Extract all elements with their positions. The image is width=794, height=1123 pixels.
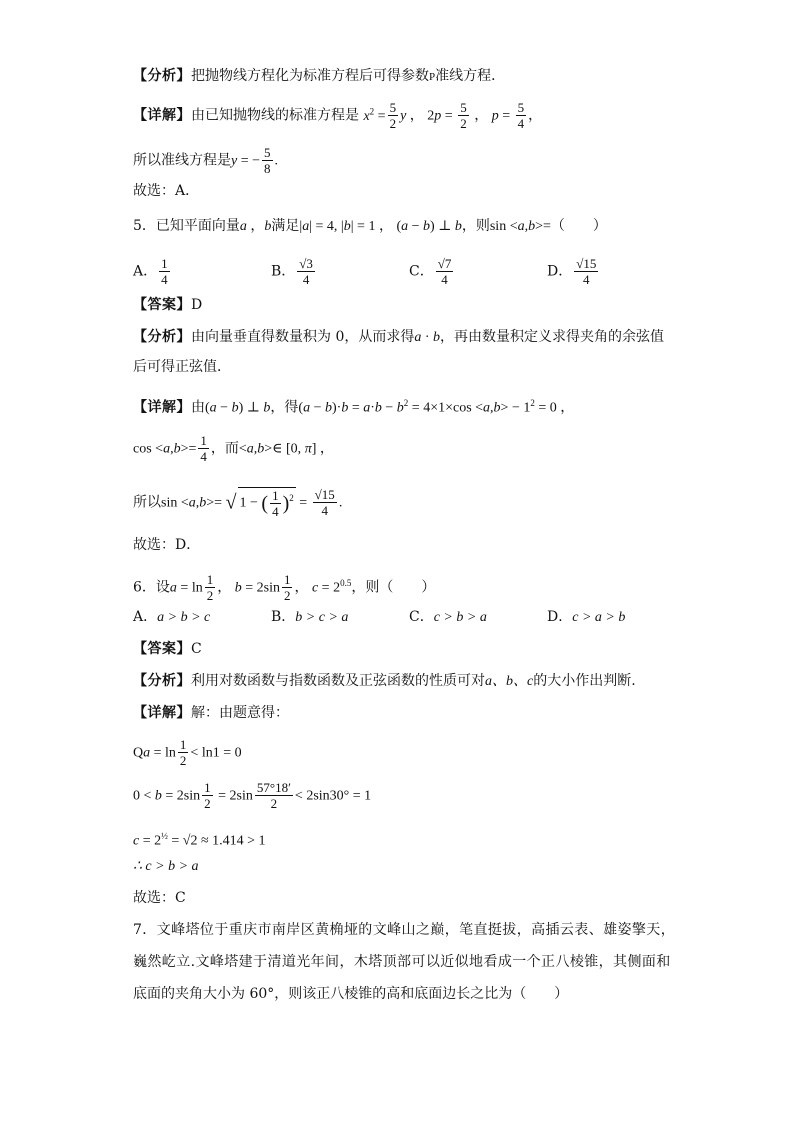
fraction: $\frac{1}{2}$: [204, 780, 211, 811]
fraction: $\frac{5}{2}$: [460, 100, 467, 131]
q7-line-1: 7．文峰塔位于重庆市南岸区黄桷垭的文峰山之巅，笔直挺拔，高插云表、雄姿擎天，: [133, 922, 676, 938]
option-fraction: $\frac{√3}{4}$: [299, 256, 313, 287]
q6-stem-then: ，则（ ）: [351, 579, 436, 596]
q5-sin-line: 所以sin <a,b>= √ 1 − ( $\frac{1}{4}$ )$^2$ = $\frac{√15}{4}$ .: [133, 487, 343, 519]
detail-get: ，得: [270, 399, 299, 416]
fraction: $\frac{1}{2}$: [283, 572, 291, 603]
analysis-text: 由向量垂直得数量积为 0，从而求得: [191, 329, 415, 345]
fraction: $\frac{5}{8}$: [264, 145, 271, 176]
analysis-tag: 【分析】: [133, 329, 191, 345]
q6-detail-line: [133, 703, 289, 723]
q6-stem: 6．设a = ln $\frac{1}{2}$ ， b = 2sin $\frac{1}{2}$ ， $c = 2^{0.5}$，则（ ）: [133, 572, 436, 603]
detail-text: 解：由题意得：: [191, 705, 289, 721]
q6-step-c: $c = 2^{\frac{1}{2}} = √2 \approx 1.414 > 1$: [133, 831, 266, 849]
detail-text: 由已知抛物线的标准方程是: [191, 107, 359, 124]
option-label: B．: [271, 609, 296, 625]
fraction: $\frac{1}{2}$: [179, 737, 187, 768]
q7-line-2: 巍然屹立.文峰塔建于清道光年间，木塔顶部可以近似地看成一个正八棱锥，其侧面和: [133, 954, 671, 970]
option-fraction: $\frac{√7}{4}$: [437, 256, 452, 287]
q7-line-3: 底面的夹角大小为 60°，则该正八棱锥的高和底面边长之比为（ ）: [133, 986, 569, 1002]
option-label: A．: [133, 609, 158, 625]
q4-choice: 故选：A．: [133, 183, 200, 199]
analysis-var: P: [429, 71, 436, 83]
analysis-text: 利用对数函数与指数函数及正弦函数的性质可对: [191, 673, 485, 689]
q5-option-c: [409, 256, 455, 287]
answer-value: D: [191, 297, 203, 313]
fraction: $\frac{5}{4}$: [517, 100, 525, 131]
detail-tag: 【详解】: [133, 399, 191, 416]
q5-choice: 故选：D．: [133, 537, 201, 553]
detail-by: 由: [191, 399, 205, 416]
option-label: D．: [547, 609, 573, 625]
q5-stem-text: 5．已知平面向量: [133, 218, 240, 234]
answer-tag: 【答案】: [133, 641, 191, 657]
fraction: $\frac{1}{2}$: [206, 572, 214, 603]
analysis-text-2: 准线方程．: [435, 68, 506, 84]
analysis-text-2: 的大小作出判断.: [533, 673, 636, 689]
option-label: C．: [409, 263, 434, 280]
detail-while: ，而: [210, 440, 239, 457]
analysis-tag: 【分析】: [133, 68, 191, 84]
option-text: b > c > a: [295, 610, 349, 625]
option-fraction: $\frac{√15}{4}$: [576, 256, 597, 287]
q6-analysis-line: [133, 671, 636, 692]
formula-standard-eq: $x^2$ =: [363, 105, 386, 124]
q6-option-b: [271, 607, 348, 628]
q5-stem-paren: （ ）: [550, 218, 607, 234]
analysis-vars: a、b、c: [485, 674, 534, 689]
q6-option-d: [547, 607, 625, 628]
q6-answer-line: [133, 639, 202, 659]
option-label: C．: [409, 609, 434, 625]
q6-option-a: [133, 607, 210, 628]
q4-detail-line: 【详解】由已知抛物线的标准方程是 $x^2$ = $\frac{5}{2}$ y ， 2p = $\frac{5}{2}$ ， p = $\frac{5}{4}$ ，: [133, 100, 543, 131]
detail-tag: 【详解】: [133, 705, 191, 721]
q6-step-b: 0 < b = 2sin $\frac{1}{2}$ = 2sin $\frac{57^\circ 18'}{2}$ < 2sin30° = 1: [133, 780, 372, 811]
q5-analysis-line-2: 后可得正弦值．: [133, 359, 231, 375]
q5-option-b: [271, 256, 317, 287]
directrix-text: 所以准线方程是: [133, 152, 231, 169]
q5-option-d: [547, 256, 600, 287]
option-label: A．: [133, 263, 158, 280]
analysis-text: 把抛物线方程化为标准方程后可得参数: [191, 68, 429, 84]
fraction: $\frac{1}{4}$: [200, 433, 207, 464]
q5-option-a: [133, 256, 172, 287]
q4-directrix-line: 所以准线方程是y = − $\frac{5}{8}$ .: [133, 145, 279, 176]
option-text: c > b > a: [433, 610, 487, 625]
fraction: $\frac{5}{2}$: [389, 100, 397, 131]
q5-analysis-line: 【分析】由向量垂直得数量积为 0，从而求得a · b，再由数量积定义求得夹角的余弦值: [133, 329, 665, 345]
option-label: D．: [547, 263, 573, 280]
fraction: $\frac{57^\circ 18'}{2}$: [256, 780, 291, 811]
q6-conclusion: ∴ c > b > a: [133, 859, 199, 874]
detail-tag: 【详解】: [133, 107, 191, 124]
q5-cos-line: cos <a,b>= $\frac{1}{4}$ ，而<a,b>∈ [0, π] ，: [133, 433, 334, 464]
q6-stem-text: 6．设: [133, 579, 170, 596]
q5-answer-line: [133, 295, 202, 315]
q6-step-a: Qa = ln $\frac{1}{2}$ < ln1 = 0: [133, 737, 242, 768]
q6-option-c: [409, 607, 487, 628]
option-label: B．: [271, 263, 296, 280]
radical: 1 − ( $\frac{1}{4}$ )$^2$: [239, 488, 294, 519]
q4-analysis-line: [133, 66, 505, 87]
q5-detail-line: 【详解】由(a − b) ⊥ b，得$(a - b)\cdot b = a\cdot b - b^2 = 4\times 1\times\cos <a,b> - 1^2 = 0$ ，: [133, 398, 575, 416]
detail-so: 所以: [133, 494, 161, 511]
option-text: a > b > c: [157, 610, 211, 625]
q6-choice: 故选：C: [133, 890, 186, 906]
q5-stem-satisfy: 满足: [271, 218, 300, 234]
fraction: $\frac{√15}{4}$: [314, 487, 335, 519]
analysis-text-2: ，再由数量积定义求得夹角的余弦值: [440, 329, 665, 345]
q5-stem: 5．已知平面向量a ，b满足|a| = 4, |b| = 1 ， (a − b) ⊥ b，则sin <a,b>=（ ）: [133, 218, 607, 234]
option-fraction: $\frac{1}{4}$: [161, 256, 168, 287]
q5-stem-then: ，则: [461, 218, 490, 234]
analysis-tag: 【分析】: [133, 673, 191, 689]
option-text: c > a > b: [572, 610, 626, 625]
answer-tag: 【答案】: [133, 297, 191, 313]
answer-value: C: [191, 641, 202, 657]
